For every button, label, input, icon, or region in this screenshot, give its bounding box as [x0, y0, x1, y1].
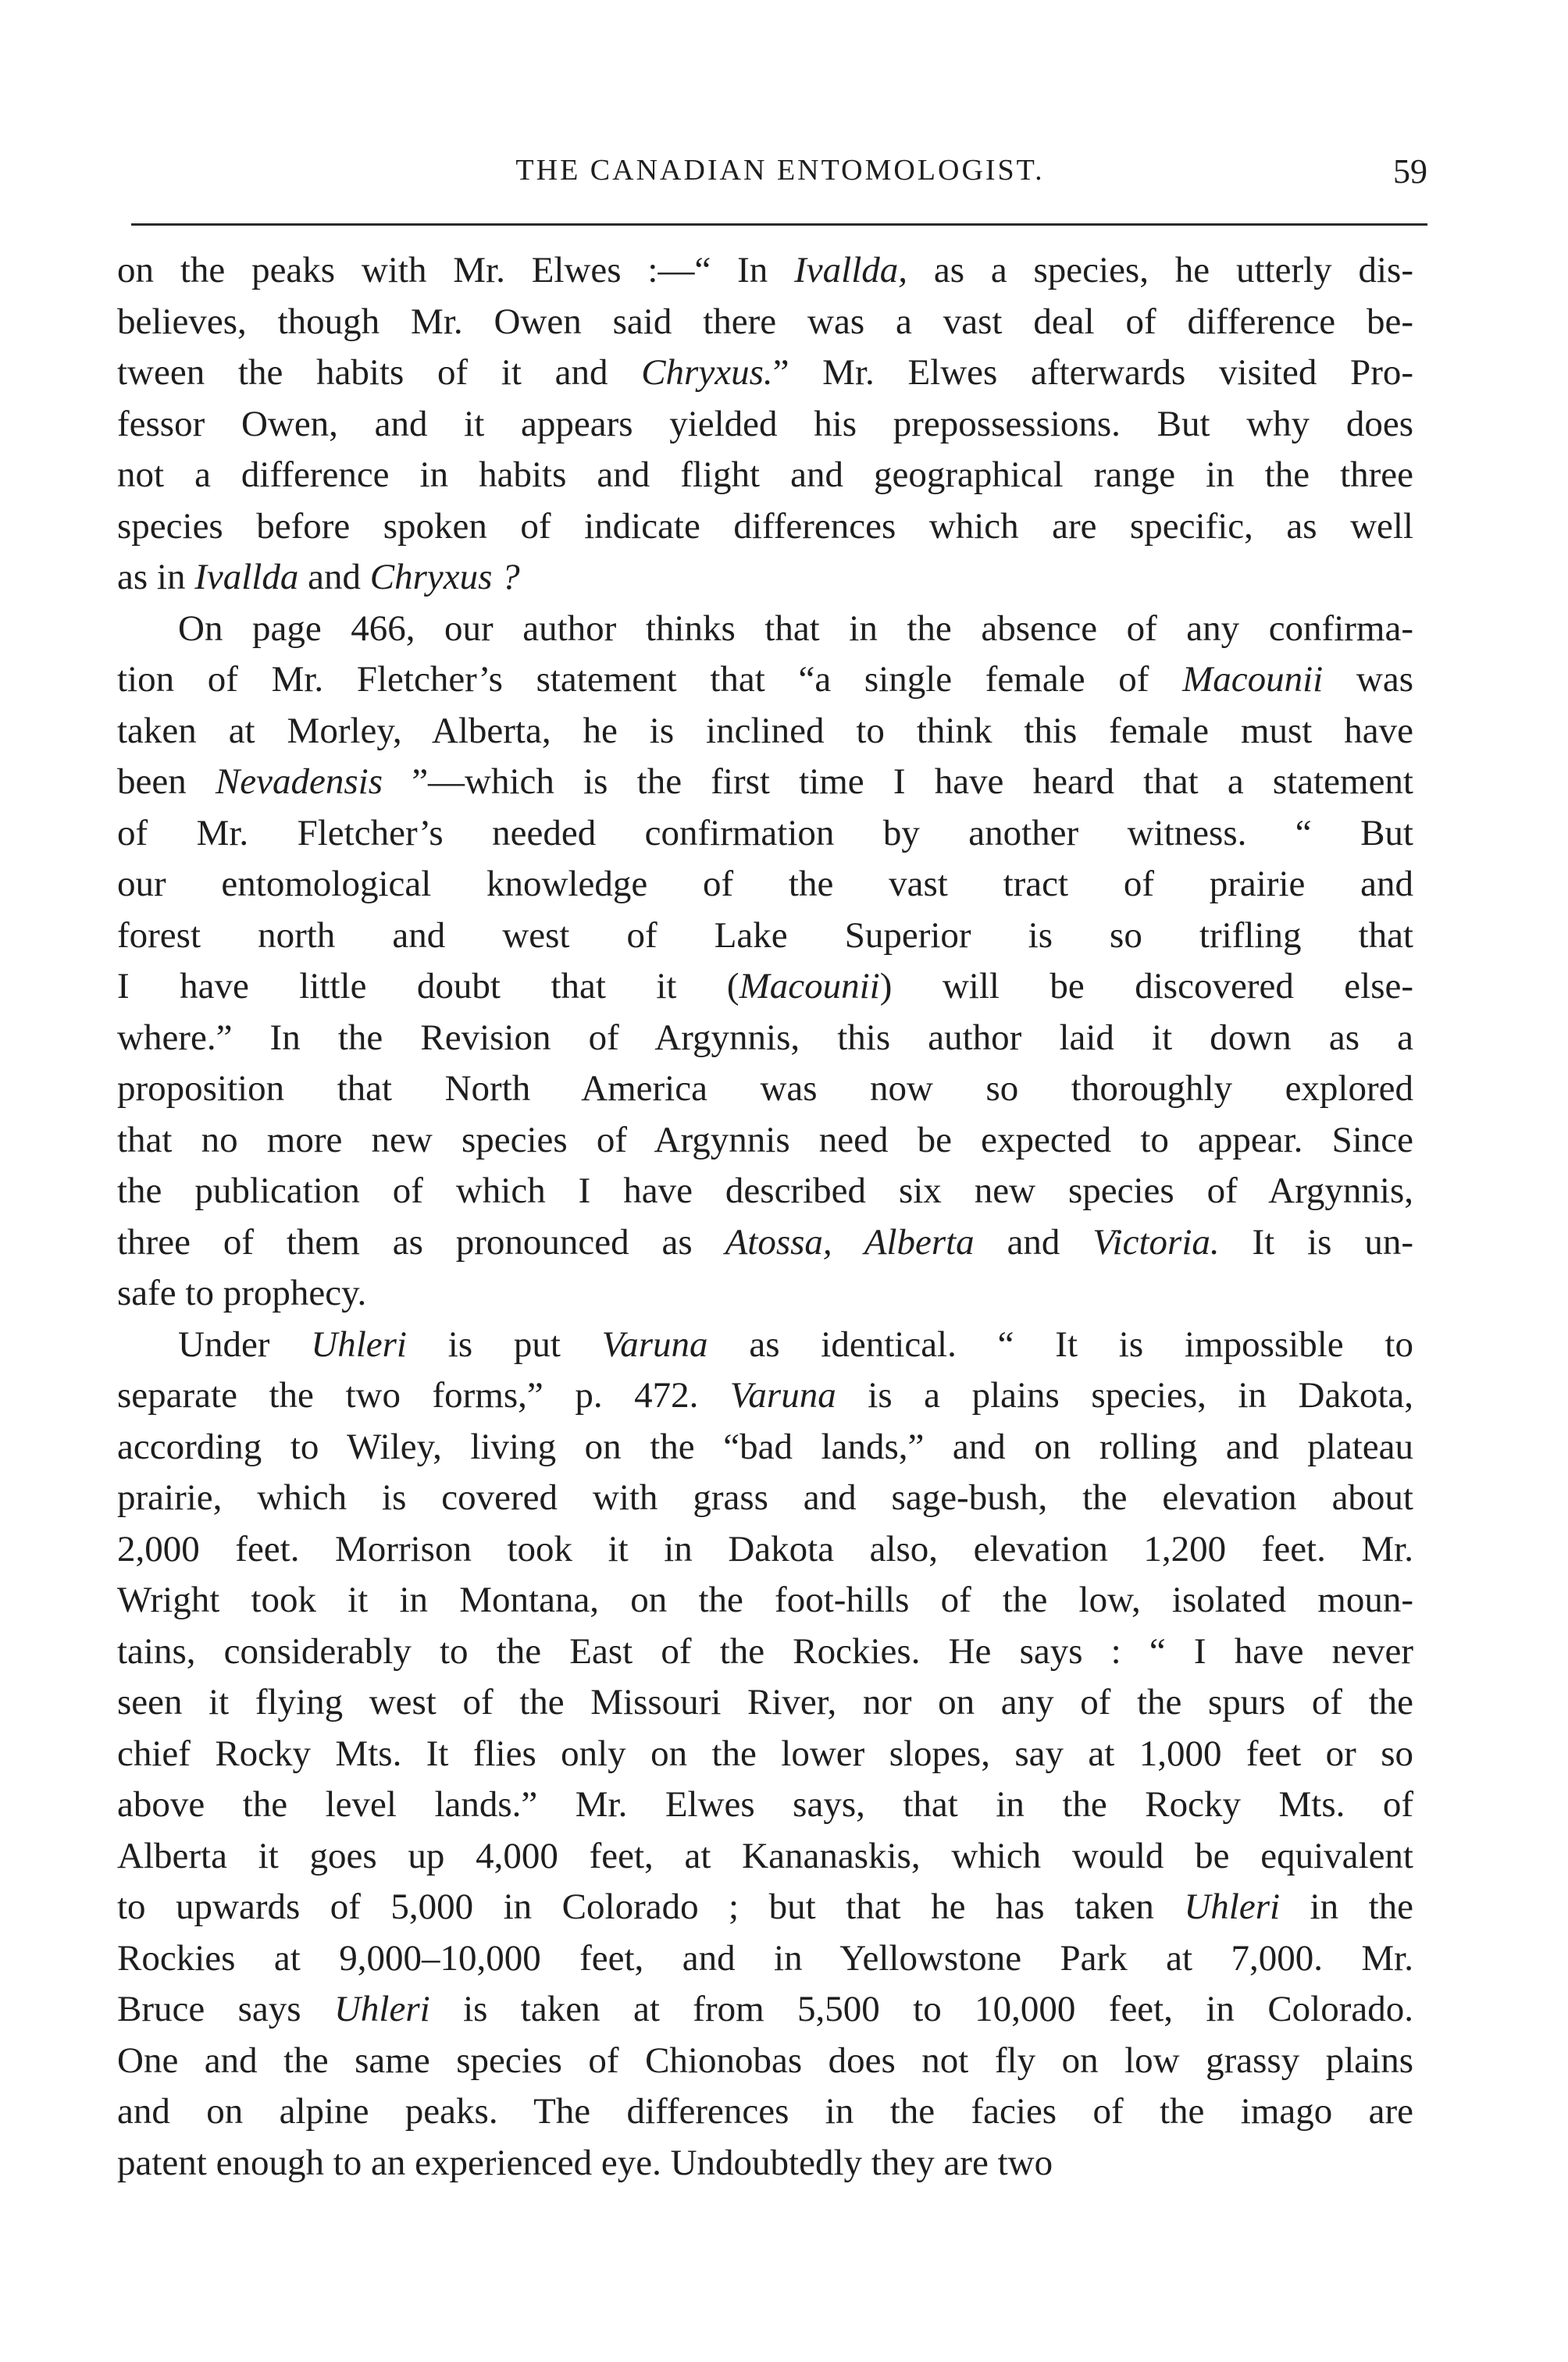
text-run: as a species, he utterly dis- — [907, 250, 1413, 290]
text-line — [117, 552, 1413, 604]
text-run: is put — [406, 1324, 602, 1365]
text-run: in the — [1280, 1886, 1413, 1927]
italic-text: Chryxus ? — [369, 557, 520, 597]
text-run: and on alpine peaks. The differences in the facies of the imago are — [117, 2091, 1413, 2132]
text-run: forest north and west of Lake Superior is so trifling that — [117, 914, 1413, 956]
text-line — [117, 1575, 1413, 1626]
text-run: is taken at from 5,500 to 10,000 feet, in Colorado. — [429, 1989, 1413, 2029]
italic-text: Uhleri — [333, 1989, 430, 2029]
text-run: above the level lands.” Mr. Elwes says, that in the Rocky Mts. of — [117, 1784, 1413, 1825]
text-line — [117, 2036, 1413, 2087]
text-run: as in — [117, 557, 195, 597]
text-line — [117, 604, 1413, 655]
text-line — [117, 1013, 1413, 1064]
text-line — [117, 450, 1413, 501]
text-run: Wright took it in Montana, on the foot-hills of the low, isolated moun- — [117, 1580, 1413, 1620]
text-line — [117, 1473, 1413, 1524]
text-line — [117, 297, 1413, 348]
text-run: tains, considerably to the East of the Rockies. He says : “ I have never — [117, 1630, 1413, 1672]
text-run: been — [117, 761, 216, 802]
text-line — [117, 399, 1413, 451]
text-run: and — [974, 1221, 1093, 1263]
text-line — [117, 910, 1413, 962]
paragraph — [117, 1320, 1413, 2189]
italic-text: Varuna — [601, 1324, 708, 1365]
text-run: prairie, which is covered with grass and sage-bush, the elevation about — [117, 1477, 1413, 1518]
text-run: ” Mr. Elwes afterwards visited Pro- — [772, 352, 1413, 393]
text-run: taken at Morley, Alberta, he is inclined to think this female must have — [117, 710, 1413, 751]
text-run: chief Rocky Mts. It flies only on the lower slopes, say at 1,000 feet or so — [117, 1733, 1413, 1774]
text-run: Under — [178, 1324, 312, 1365]
text-line — [117, 1729, 1413, 1780]
text-line — [117, 1370, 1413, 1422]
text-run: and — [298, 557, 370, 597]
text-run: species before spoken of indicate differences which are specific, as well — [117, 505, 1413, 547]
text-line — [117, 1268, 1413, 1320]
italic-text: Uhleri — [1184, 1886, 1281, 1927]
text-line — [117, 859, 1413, 910]
text-line — [117, 1063, 1413, 1115]
text-run: separate the two forms,” p. 472. — [117, 1375, 730, 1416]
text-run: our entomological knowledge of the vast tract of prairie and — [117, 864, 1413, 904]
text-run: 2,000 feet. Morrison took it in Dakota also, elevation 1,200 feet. Mr. — [117, 1528, 1413, 1569]
text-line — [117, 808, 1413, 860]
text-line — [117, 1320, 1413, 1371]
text-run: fessor Owen, and it appears yielded his prepossessions. But why does — [117, 403, 1413, 444]
text-line — [117, 1831, 1413, 1883]
text-line — [117, 1115, 1413, 1167]
text-line — [117, 1422, 1413, 1473]
text-run: On page 466, our author thinks that in the absence of any confirma- — [178, 607, 1413, 649]
body-text — [117, 245, 1413, 2189]
text-line — [117, 245, 1413, 297]
text-run: according to Wiley, living on the “bad lands,” and on rolling and plateau — [117, 1426, 1413, 1467]
text-run: patent enough to an experienced eye. Undoubtedly they are two — [117, 2142, 1053, 2183]
text-line — [117, 1882, 1413, 1933]
text-run: Rockies at 9,000–10,000 feet, and in Yellowstone Park at 7,000. Mr. — [117, 1937, 1413, 1979]
text-run: ) will be discovered else- — [879, 966, 1414, 1006]
text-line — [117, 2086, 1413, 2138]
text-run: ”—which is the first time I have heard that a statement — [383, 761, 1413, 802]
text-run: seen it flying west of the Missouri River, nor on any of the spurs of the — [117, 1682, 1413, 1723]
page-number: 59 — [1393, 152, 1427, 191]
italic-text: Uhleri — [311, 1324, 407, 1365]
text-line — [117, 1677, 1413, 1729]
text-line — [117, 1780, 1413, 1831]
text-line — [117, 1166, 1413, 1217]
italic-text: Varuna — [729, 1375, 836, 1416]
text-run: I have little doubt that it ( — [117, 966, 739, 1006]
text-run: tion of Mr. Fletcher’s statement that “a single female of — [117, 659, 1183, 700]
italic-text: Ivallda, — [794, 250, 908, 290]
header-rule — [131, 223, 1427, 226]
italic-text: Nevadensis — [215, 761, 383, 802]
text-line — [117, 757, 1413, 808]
italic-text: Ivallda — [194, 557, 299, 597]
text-line — [117, 1217, 1413, 1269]
text-line — [117, 1524, 1413, 1576]
paragraph — [117, 245, 1413, 604]
text-run: One and the same species of Chionobas does not fly on low grassy plains — [117, 2040, 1413, 2081]
text-run: three of them as pronounced as — [117, 1221, 725, 1263]
text-run: where.” In the Revision of Argynnis, this author laid it down as a — [117, 1017, 1413, 1058]
text-run: on the peaks with Mr. Elwes :—“ In — [117, 250, 795, 290]
text-run: was — [1323, 659, 1414, 700]
text-run: as identical. “ It is impossible to — [707, 1324, 1413, 1365]
text-run: the publication of which I have described six new species of Argynnis, — [117, 1170, 1413, 1211]
text-run: of Mr. Fletcher’s needed confirmation by another witness. “ But — [117, 812, 1413, 853]
text-run: Bruce says — [117, 1989, 334, 2029]
text-run: safe to prophecy. — [117, 1273, 367, 1313]
page-header — [133, 153, 1427, 200]
text-run: proposition that North America was now so thoroughly explored — [117, 1068, 1413, 1109]
italic-text: Macounii — [1182, 659, 1324, 700]
text-run: Alberta it goes up 4,000 feet, at Kananaskis, which would be equivalent — [117, 1835, 1413, 1876]
text-run: to upwards of 5,000 in Colorado ; but that he has taken — [117, 1886, 1185, 1927]
italic-text: Macounii — [739, 966, 880, 1006]
text-run: is a plains species, in Dakota, — [836, 1375, 1413, 1416]
running-head: THE CANADIAN ENTOMOLOGIST. — [515, 154, 1045, 187]
text-line — [117, 1933, 1413, 1985]
text-line — [117, 2138, 1413, 2189]
text-line — [117, 347, 1413, 399]
text-line — [117, 654, 1413, 706]
italic-text: Chryxus. — [641, 352, 773, 393]
text-run: It is un- — [1219, 1221, 1413, 1263]
text-run: tween the habits of it and — [117, 352, 642, 393]
text-line — [117, 501, 1413, 553]
text-line — [117, 1984, 1413, 2036]
italic-text: Atossa, Alberta — [725, 1221, 975, 1263]
text-run: not a difference in habits and flight and geographical range in the three — [117, 454, 1413, 495]
text-line — [117, 706, 1413, 757]
text-line — [117, 961, 1413, 1013]
text-line — [117, 1626, 1413, 1678]
italic-text: Victoria. — [1092, 1221, 1220, 1263]
text-run: that no more new species of Argynnis need be expected to appear. Since — [117, 1119, 1413, 1160]
text-run: believes, though Mr. Owen said there was a vast deal of difference be- — [117, 301, 1413, 342]
paragraph — [117, 604, 1413, 1320]
